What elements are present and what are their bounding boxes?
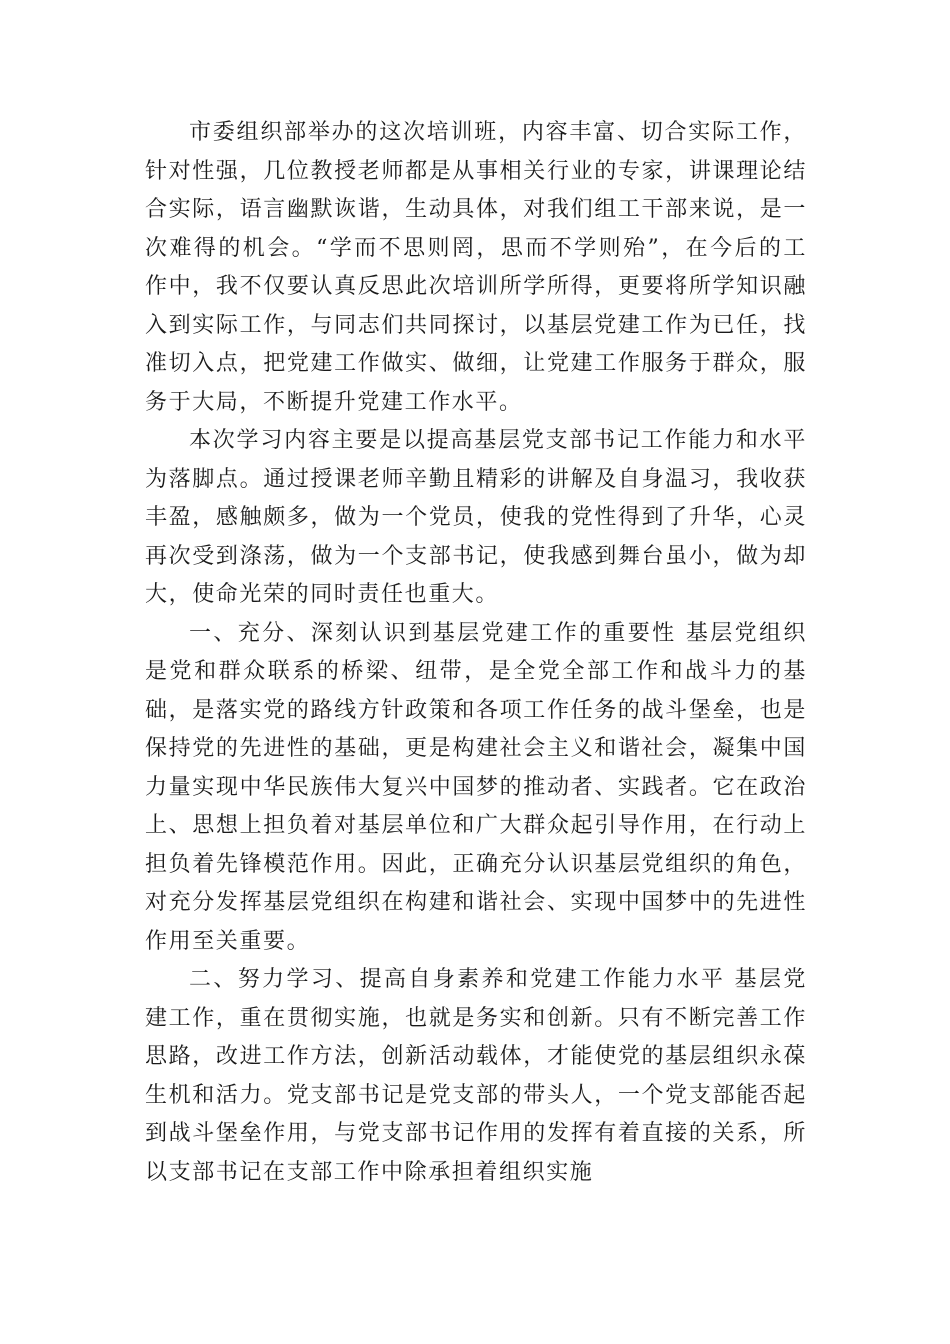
document-body	[145, 114, 807, 1192]
paragraph-section-one: 一、充分、深刻认识到基层党建工作的重要性 基层党组织是党和群众联系的桥梁、纽带，是全党全部工作和战斗力的基础，是落实党的路线方针政策和各项工作任务的战斗堡垒，也是保持党的先进性的基础，更是构建社会主义和谐社会，凝集中国力量实现中华民族伟大复兴中国梦的推动者、实践者。它在政治上、思想上担负着对基层单位和广大群众起引导作用，在行动上担负着先锋模范作用。因此，正确充分认识基层党组织的角色，对充分发挥基层党组织在构建和谐社会、实现中国梦中的先进性作用至关重要。	[145, 620, 807, 954]
paragraph-training-overview: 市委组织部举办的这次培训班，内容丰富、切合实际工作，针对性强，几位教授老师都是从事相关行业的专家，讲课理论结合实际，语言幽默诙谐，生动具体，对我们组工干部来说，是一次难得的机会。“学而不思则罔，思而不学则殆”，在今后的工作中，我不仅要认真反思此次培训所学所得，更要将所学知识融入到实际工作，与同志们共同探讨，以基层党建工作为已任，找准切入点，把党建工作做实、做细，让党建工作服务于群众，服务于大局，不断提升党建工作水平。	[145, 120, 807, 415]
paragraph-learning-content: 本次学习内容主要是以提高基层党支部书记工作能力和水平为落脚点。通过授课老师辛勤且精彩的讲解及自身温习，我收获丰盈，感触颇多，做为一个党员，使我的党性得到了升华，心灵再次受到涤荡，做为一个支部书记，使我感到舞台虽小，做为却大，使命光荣的同时责任也重大。	[145, 428, 807, 607]
paragraph-section-two: 二、努力学习、提高自身素养和党建工作能力水平 基层党建工作，重在贯彻实施，也就是务实和创新。只有不断完善工作思路，改进工作方法，创新活动载体，才能使党的基层组织永葆生机和活力。党支部书记是党支部的带头人，一个党支部能否起到战斗堡垒作用，与党支部书记作用的发挥有着直接的关系，所以支部书记在支部工作中除承担着组织实施	[145, 967, 807, 1185]
